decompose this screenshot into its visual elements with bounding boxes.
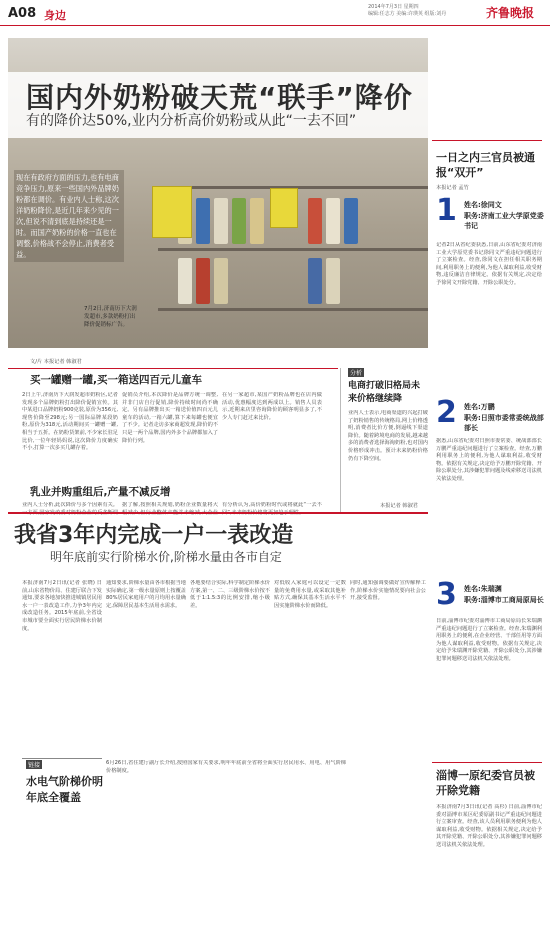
article1-title: 买一罐赠一罐,买一箱送四百元儿童车	[30, 374, 202, 386]
price-tag	[152, 186, 192, 238]
divider	[432, 762, 542, 763]
link-box-title: 水电气阶梯价明年底全覆盖	[26, 775, 103, 804]
photo-caption: 7月2日,济南历下大润发超市,多款奶粉打出降价促销标广告。	[84, 306, 137, 328]
analysis-body: 业内人士表示,电商渠道的兴起打破了奶粉销售的传统格局,网上价格透明,消费者比价方便,倒逼线下渠道降价。随着跨境电商的发展,越来越多的消费者选择海淘奶粉,也对国内价格形成冲击。预计未来奶粉价格仍有下降空间。	[348, 410, 428, 462]
article2-col2: 据了解,按照相关规划,奶粉企业数量将大	[122, 502, 218, 508]
milk-can	[232, 198, 246, 244]
article3-col5: 同时,通知强调要做好宣传解释工作,阶梯水价实施情况要向社会公开,接受监督。	[350, 580, 426, 602]
analysis-title: 电商打破旧格局未来价格继续降	[348, 381, 421, 404]
article1-col2: 促销员介绍,本次降价是品牌方统一调整,并非门店自行促销,降价持续时间尚不确定。另有品牌推出买一箱送价值四百元儿童车的活动,一箱六罐,算下来每罐也便宜了不少。记者走访多家商超发现,降价的不只是一两个品牌,国内外多个品牌都加入了降价行列。	[122, 392, 218, 444]
section-name: 身边	[44, 9, 66, 22]
article3-title: 我省3年内完成一户一表改造	[14, 523, 294, 548]
shelf-line	[158, 248, 428, 251]
main-subheadline: 有的降价达50%,业内分析高价奶粉或从此“一去不回”	[26, 113, 357, 129]
column-divider	[340, 368, 341, 513]
main-headline: 国内外奶粉破天荒“联手”降价	[26, 81, 413, 114]
entry-position: 职务:日照市委常委统战部部长	[464, 414, 544, 432]
link-box-tag: 链接	[28, 762, 41, 769]
entry-body: 日前,淄博市纪委对淄博市工商局原局长朱瑞渊严重违纪问题进行了立案检查。经查,朱瑞渊利用职务上的便利,在企业经营、干部任用等方面为他人谋取利益,收受财物。依据有关规定,决定给予朱瑞渊开除党籍、开除公职处分,其涉嫌犯罪问题移送司法机关依法处理。	[436, 618, 542, 662]
article3-col2: 通知要求,阶梯水量由各市根据当地实际确定,第一级水量原则上按覆盖80%居民家庭用户的月均用水量确定,保障居民基本生活用水需求。	[106, 580, 186, 609]
milk-can	[308, 258, 322, 304]
entry-number: 1	[436, 193, 457, 228]
entry-body: 记者2日从省纪委获悉,日前,山东省纪委对济南工业大学原党委书记徐同文严重违纪问题进行了立案检查。经查,徐同文在担任相关职务期间,利用职务上的便利,为他人谋取利益,收受财物,违反廉洁自律规定。依据有关规定,决定给予徐同文开除党籍、开除公职处分。	[436, 242, 542, 286]
article4-title: 淄博一原纪委官员被开除党籍	[436, 769, 535, 797]
article1-col3: 在另一家超市,某国产奶粉品牌也在店内做活动,优惠幅度达到两成以上。销售人员表示,近期来店里咨询降价的顾客明显多了,不少人专门赶过来比价。	[222, 392, 322, 421]
entry-position: 职务:淄博市工商局原局长	[464, 596, 544, 604]
link-box-body: 6月26日,省住建厅副厅长介绍,按照国家有关要求,明年年底前全省将全面实行居民用水、用电、用气阶梯价格制度。	[106, 760, 346, 774]
article3-subtitle: 明年底前实行阶梯水价,阶梯水量由各市自定	[50, 550, 282, 564]
analysis-tag: 分析	[350, 370, 363, 377]
divider	[8, 368, 338, 369]
analysis-byline: 本报记者 韩淑君	[380, 503, 418, 509]
milk-can	[178, 258, 192, 304]
header-editors: 编辑:任志方 美编:许瑛英 组版:刘丹	[368, 11, 447, 17]
header-meta	[368, 4, 480, 18]
shelf-line	[158, 308, 428, 311]
milk-can	[214, 258, 228, 304]
byline: 文/片 本报记者 韩淑君	[30, 359, 82, 365]
divider	[8, 512, 428, 514]
entry-number: 2	[436, 395, 457, 430]
lead-paragraph: 现在有政府方面的压力,也有电商竞争压力,原来一些国内外品牌奶粉都在调价。有业内人士称,这次洋奶粉降价,是近几年来少见的一次,但说不清到底是持续还是一时。而国产奶粉的价格一直也在调整,价格战不会停止,消费者受益。	[14, 170, 124, 262]
entry-name: 姓名:徐同文	[464, 201, 502, 209]
article2-col3: 有分析认为,高价奶粉时代或将就此“一去不	[222, 502, 322, 508]
entry-number: 3	[436, 577, 457, 612]
milk-can	[250, 198, 264, 244]
article1-col1: 2日上午,济南历下大润发超市奶粉区,记者发现多个品牌奶粉打出降价促销宣传。其中某进口品牌奶粉900克装,原价为356元,现售价降至298元;另一国际品牌某段奶粉,原价为318元,活动期间买一罐赠一罐,相当于五折。在奶粉货架前,不少家长驻足比价,一位年轻妈妈说,这次降价力度确实不小,打算一次多买几罐存着。	[22, 392, 118, 452]
milk-can	[196, 198, 210, 244]
milk-can	[214, 198, 228, 244]
header-date: 2014年7月3日 星期四	[368, 4, 419, 10]
entry-body: 据悉,山东省纪委对日照市委常委、统战部部长万鹏严重违纪问题进行了立案检查。经查,万鹏利用职务上的便利,为他人谋取利益,收受财物。依据有关规定,决定给予万鹏开除党籍、开除公职处分,其涉嫌犯罪问题及线索移送司法机关依法处理。	[436, 438, 542, 482]
article2-col1: 业内人士分析,此次降价与多个因素有关。	[22, 502, 118, 508]
article2-title: 乳业并购重组后,产量不减反增	[30, 486, 171, 498]
page-number: A08	[8, 6, 37, 21]
link-box-rule	[22, 758, 102, 759]
article3-col3: 各地要结合实际,科学制定阶梯水价方案,第一、二、三级阶梯水价按不低于1:1.5:3的比例安排,缩小级差。	[190, 580, 270, 609]
sidebar-title: 一日之内三官员被通报“双开”	[436, 151, 535, 179]
entry-position: 职务:济南工业大学原党委书记	[464, 212, 544, 230]
milk-can	[326, 198, 340, 244]
entry-name: 姓名:朱瑞渊	[464, 585, 502, 593]
price-tag	[270, 188, 298, 228]
milk-can	[326, 258, 340, 304]
entry-name: 姓名:万鹏	[464, 403, 495, 411]
article3-col4: 对低收入家庭可以设定一定数量的免费用水量,或采取其他补贴方式,确保其基本生活水平不因实施阶梯水价而降低。	[274, 580, 346, 609]
newspaper-logo: 齐鲁晚报	[486, 6, 535, 20]
milk-can	[308, 198, 322, 244]
sidebar-top-rule	[432, 140, 542, 141]
milk-can	[344, 198, 358, 244]
article3-col1: 本报济南7月2日讯(记者 张晓) 日前,山东省物价局、住建厅联合下发通知,要求各地加快推进城镇居民用水一户一表改造工作,力争3年内完成改造任务。2015年底前,全省设市城市要全面实行居民阶梯水价制度。	[22, 580, 102, 632]
milk-can	[196, 258, 210, 304]
article4-body: 本报济南7月3日讯(记者 高杉) 日前,淄博市纪委对淄博市某区纪委原副书记严重违纪问题进行立案审查。经查,该人员利用职务便利为他人谋取利益,收受财物。依据相关规定,决定给予其开除党籍、开除公职处分,其涉嫌犯罪问题移送司法机关依法处理。	[436, 804, 542, 848]
sidebar-reporter: 本报记者 孟竹	[436, 185, 469, 191]
